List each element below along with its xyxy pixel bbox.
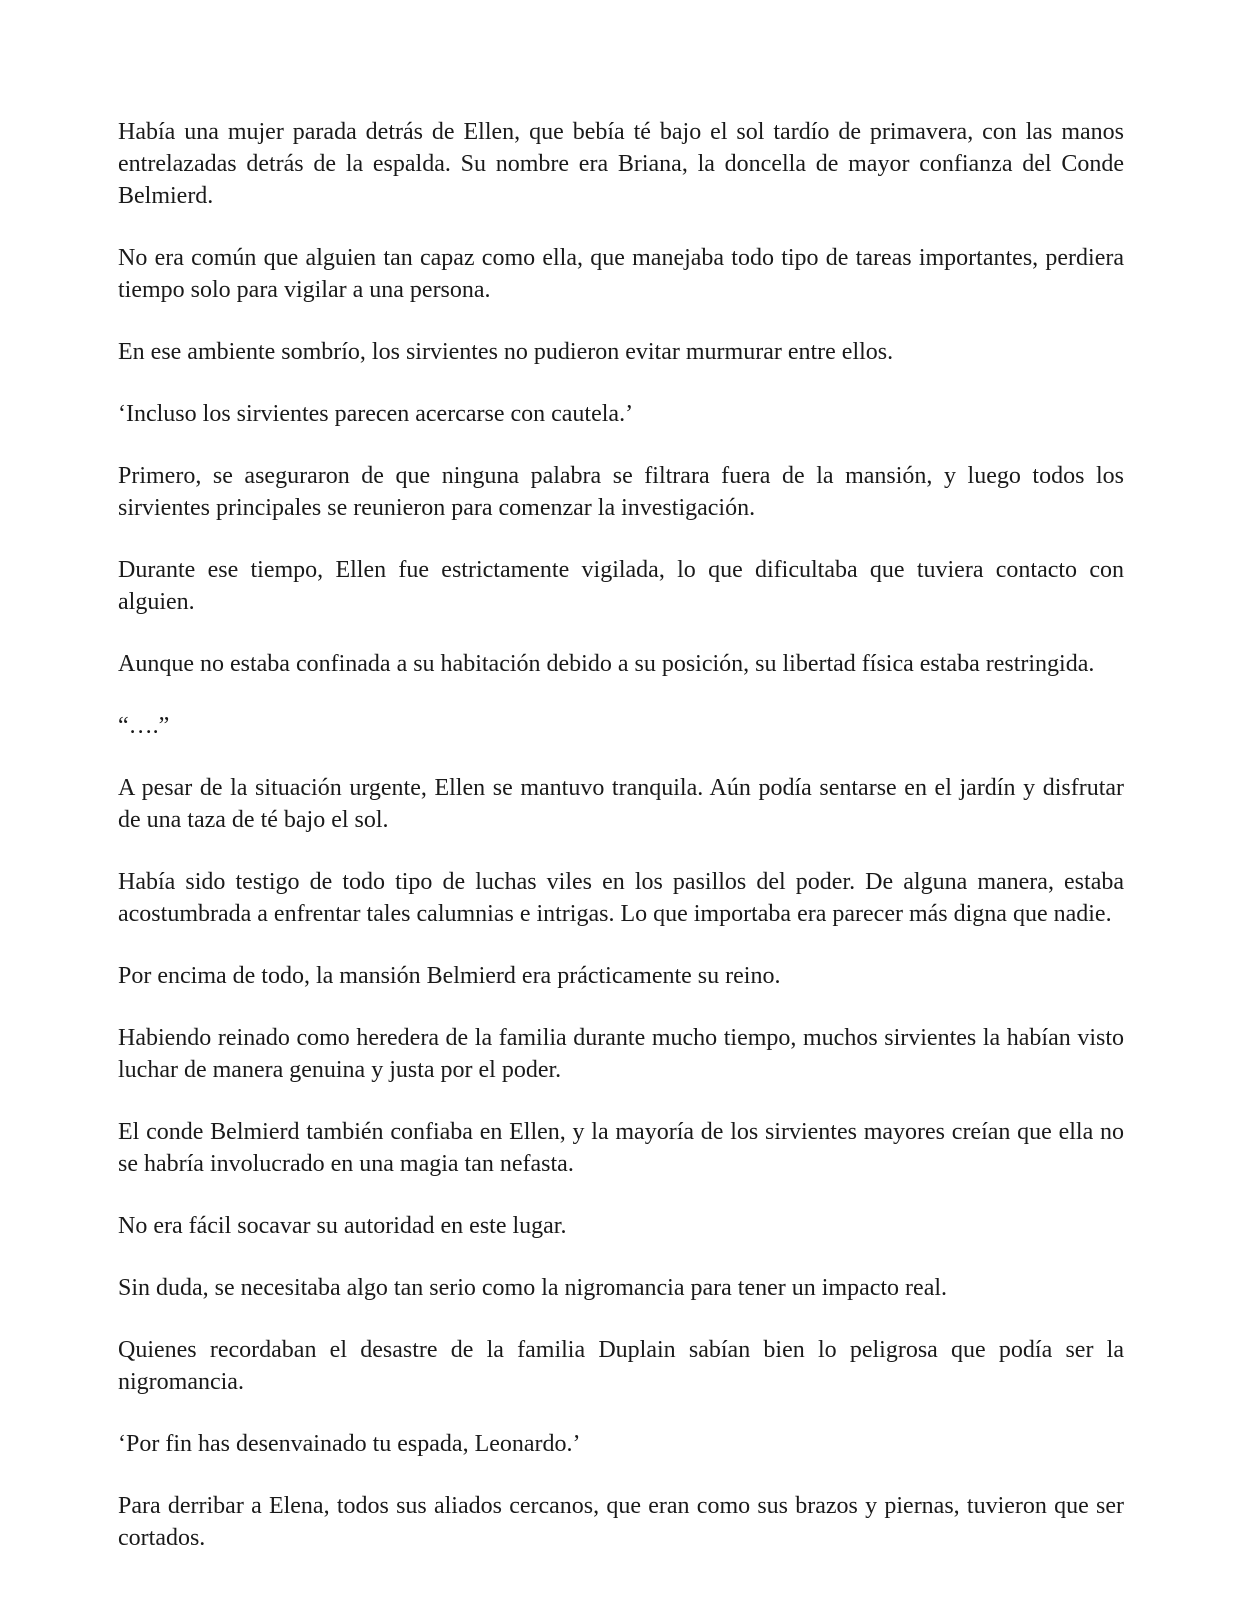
paragraph: Aunque no estaba confinada a su habitación debido a su posición, su libertad física estaba restringida. (118, 651, 1095, 677)
paragraph: ‘Incluso los sirvientes parecen acercarse con cautela.’ (118, 401, 634, 427)
paragraph: Había sido testigo de todo tipo de luchas viles en los pasillos del poder. De alguna manera, estaba acostumbrada a enfrentar tales calumnias e intrigas. Lo que importaba era parecer más digna que nadie. (118, 869, 1124, 927)
paragraph: A pesar de la situación urgente, Ellen se mantuvo tranquila. Aún podía sentarse en el jardín y disfrutar de una taza de té bajo el sol. (118, 775, 1124, 833)
paragraph: Durante ese tiempo, Ellen fue estrictamente vigilada, lo que dificultaba que tuviera contacto con alguien. (118, 557, 1124, 615)
paragraph: ‘Por fin has desenvainado tu espada, Leonardo.’ (118, 1431, 581, 1457)
paragraph: Había una mujer parada detrás de Ellen, que bebía té bajo el sol tardío de primavera, con las manos entrelazadas detrás de la espalda. Su nombre era Briana, la doncella de mayor confianza del Conde Belmierd. (118, 119, 1124, 209)
paragraph: Habiendo reinado como heredera de la familia durante mucho tiempo, muchos sirvientes la habían visto luchar de manera genuina y justa por el poder. (118, 1025, 1124, 1083)
document-page (118, 116, 1124, 1584)
paragraph: Primero, se aseguraron de que ninguna palabra se filtrara fuera de la mansión, y luego todos los sirvientes principales se reunieron para comenzar la investigación. (118, 463, 1124, 521)
paragraph: En ese ambiente sombrío, los sirvientes no pudieron evitar murmurar entre ellos. (118, 339, 894, 365)
paragraph: No era fácil socavar su autoridad en este lugar. (118, 1213, 567, 1239)
paragraph: El conde Belmierd también confiaba en Ellen, y la mayoría de los sirvientes mayores creían que ella no se habría involucrado en una magia tan nefasta. (118, 1119, 1124, 1177)
paragraph: Por encima de todo, la mansión Belmierd era prácticamente su reino. (118, 963, 781, 989)
paragraph: Para derribar a Elena, todos sus aliados cercanos, que eran como sus brazos y piernas, tuvieron que ser cortados. (118, 1493, 1124, 1551)
paragraph: No era común que alguien tan capaz como ella, que manejaba todo tipo de tareas importantes, perdiera tiempo solo para vigilar a una persona. (118, 245, 1124, 303)
paragraph: Sin duda, se necesitaba algo tan serio como la nigromancia para tener un impacto real. (118, 1275, 948, 1301)
paragraph: “….” (118, 713, 170, 739)
paragraph: Quienes recordaban el desastre de la familia Duplain sabían bien lo peligrosa que podía ser la nigromancia. (118, 1337, 1124, 1395)
